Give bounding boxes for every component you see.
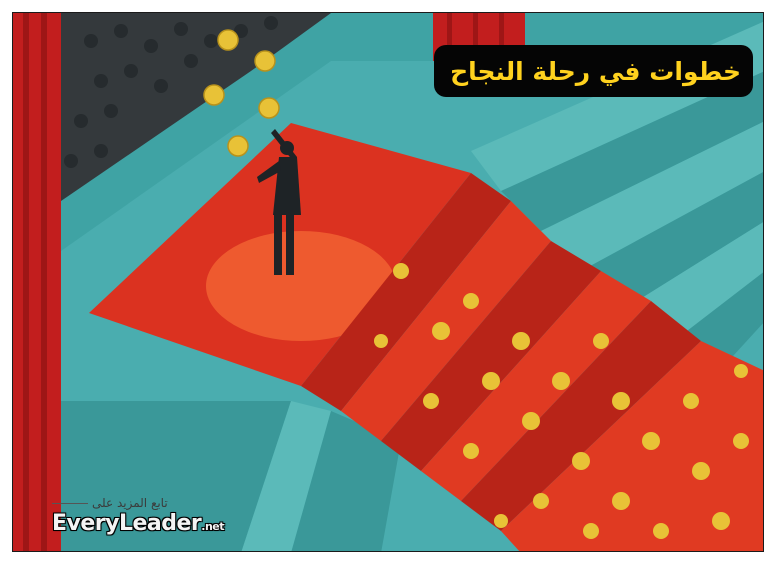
watermark	[52, 494, 232, 544]
left-curtain	[13, 13, 61, 552]
title-text: خطوات في رحلة النجاح	[450, 56, 741, 86]
watermark-arabic-text: تابع المزيد على	[92, 496, 168, 510]
watermark-brand	[52, 511, 224, 536]
title-banner	[434, 45, 753, 97]
watermark-brand-name: EveryLeader	[52, 511, 202, 536]
watermark-divider	[52, 503, 88, 504]
illustration	[12, 12, 764, 552]
watermark-brand-suffix: .net	[201, 520, 225, 533]
